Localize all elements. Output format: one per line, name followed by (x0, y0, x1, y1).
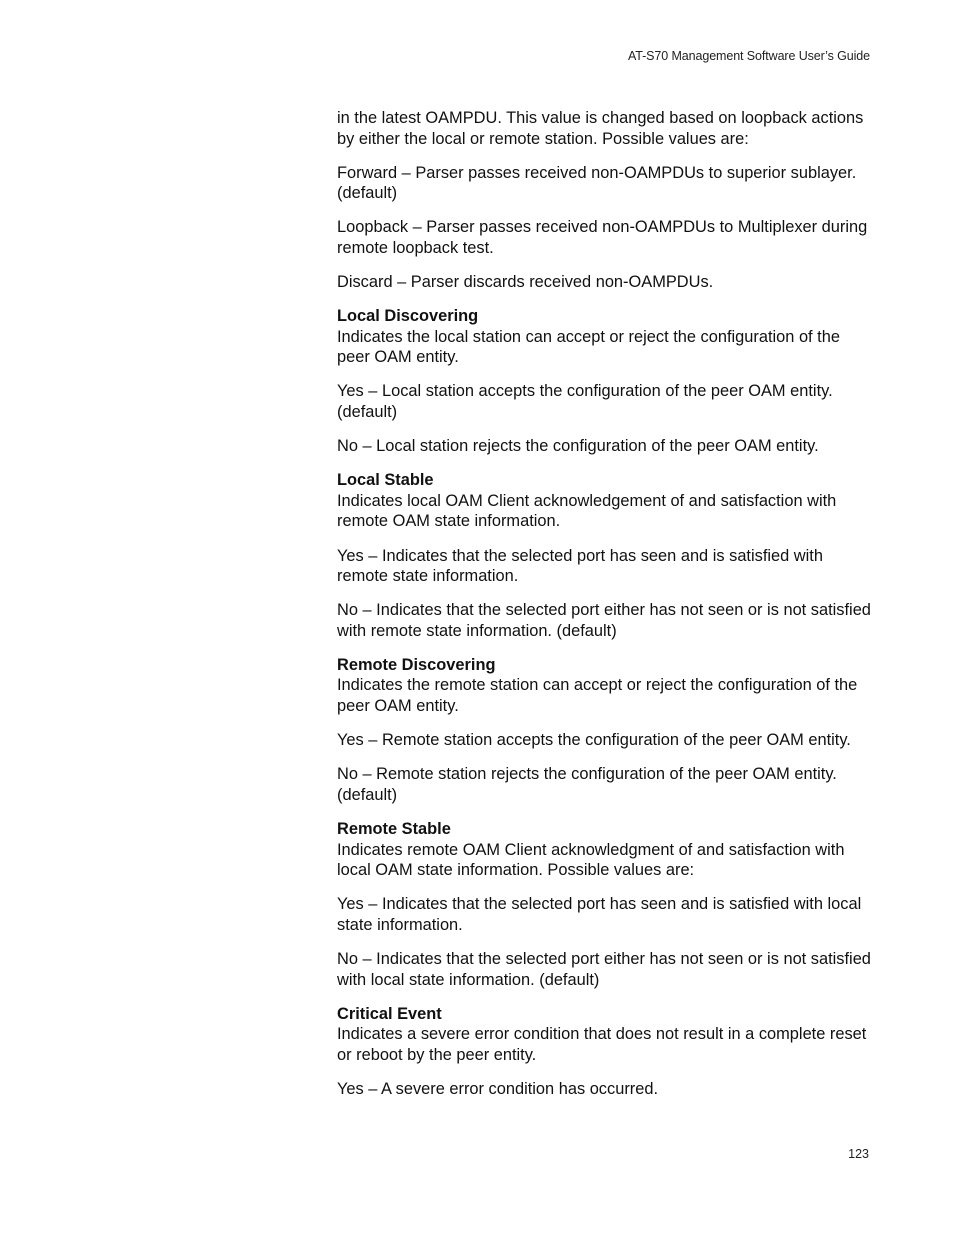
section-title: Remote Discovering (337, 655, 496, 674)
value-description: No – Indicates that the selected port either has not seen or is not satisfied with remote state information. (default) (337, 601, 871, 640)
value-description: No – Indicates that the selected port either has not seen or is not satisfied with local state information. (default) (337, 949, 871, 989)
page-body (337, 108, 871, 1113)
running-header: AT-S70 Management Software User’s Guide (627, 49, 870, 63)
body-paragraph: Loopback – Parser passes received non-OAMPDUs to Multiplexer during remote loopback test. (337, 218, 868, 257)
section-title: Remote Stable (337, 819, 451, 838)
value-description: Yes – A severe error condition has occurred. (337, 1079, 659, 1098)
section-local-stable (337, 470, 871, 641)
body-paragraph: Forward – Parser passes received non-OAMPDUs to superior sublayer. (default) (337, 163, 857, 203)
page-number: 123 (848, 1147, 869, 1161)
value-description: Yes – Remote station accepts the configuration of the peer OAM entity. (337, 731, 851, 750)
value-description: No – Remote station rejects the configuration of the peer OAM entity. (default) (337, 765, 837, 804)
section-title: Local Stable (337, 471, 434, 490)
section-title: Local Discovering (337, 307, 479, 326)
section-local-discovering (337, 306, 871, 457)
section-description: Indicates the remote station can accept or reject the configuration of the peer OAM entity. (337, 676, 858, 716)
value-description: Yes – Indicates that the selected port has seen and is satisfied with local state information. (337, 895, 862, 934)
section-remote-stable (337, 819, 871, 990)
value-description: No – Local station rejects the configuration of the peer OAM entity. (337, 437, 819, 456)
section-remote-discovering (337, 655, 871, 806)
value-description: Yes – Local station accepts the configuration of the peer OAM entity. (default) (337, 382, 833, 422)
section-description: Indicates the local station can accept or reject the configuration of the peer OAM entity. (337, 327, 840, 367)
value-description: Yes – Indicates that the selected port has seen and is satisfied with remote state information. (337, 546, 823, 586)
section-title: Critical Event (337, 1004, 442, 1023)
section-critical-event (337, 1004, 871, 1100)
body-paragraph: in the latest OAMPDU. This value is changed based on loopback actions by either the local or remote station. Possible values are: (337, 109, 864, 148)
body-paragraph: Discard – Parser discards received non-OAMPDUs. (337, 273, 714, 292)
section-description: Indicates local OAM Client acknowledgement of and satisfaction with remote OAM state information. (337, 491, 837, 531)
section-description: Indicates a severe error condition that does not result in a complete reset or reboot by the peer entity. (337, 1025, 867, 1064)
section-description: Indicates remote OAM Client acknowledgment of and satisfaction with local OAM state information. Possible values are: (337, 840, 845, 880)
